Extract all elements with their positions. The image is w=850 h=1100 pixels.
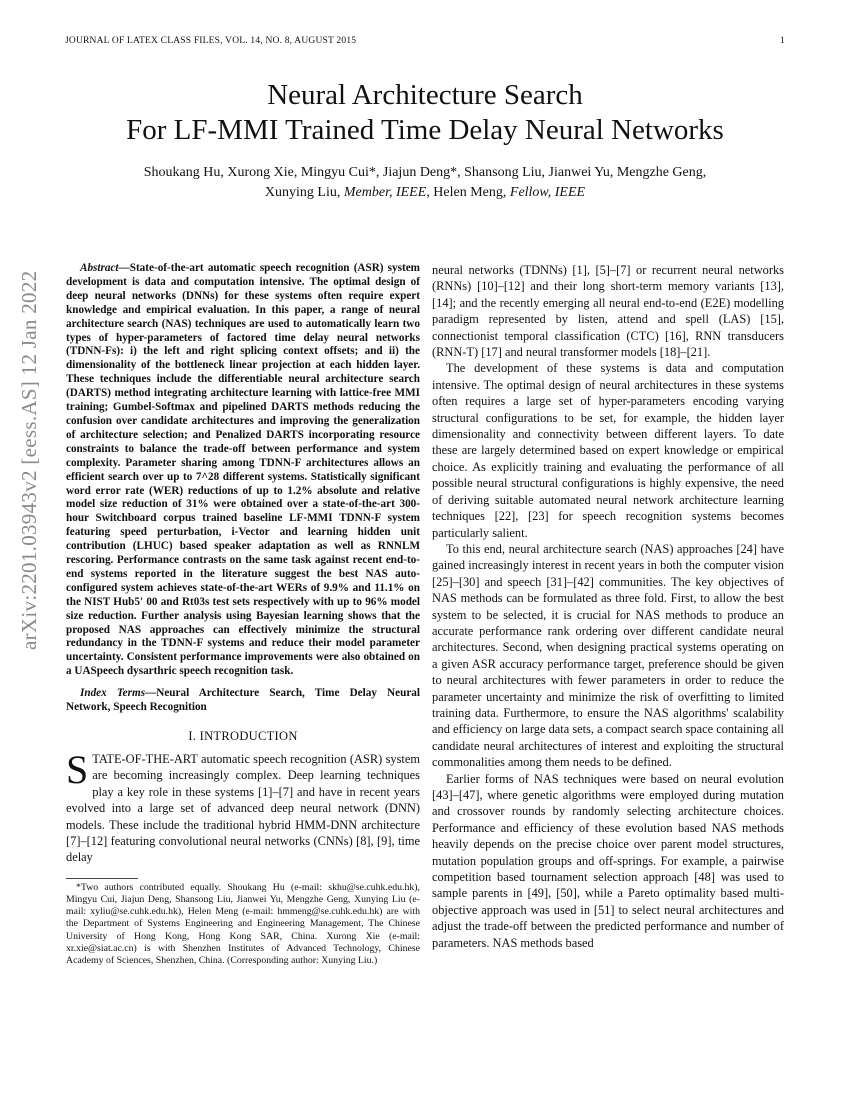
paper-title <box>0 78 850 148</box>
authors-line-1: Shoukang Hu, Xurong Xie, Mingyu Cui*, Jiajun Deng*, Shansong Liu, Jianwei Yu, Mengzhe Geng, <box>143 165 707 180</box>
left-column <box>66 262 420 967</box>
section-heading-introduction: I. INTRODUCTION <box>188 729 298 743</box>
body-paragraph-2: The development of these systems is data and computation intensive. The optimal design of neural architectures in these systems often requires a large set of hyper-parameters encoding varying structural configurations to be set, for example, the hidden layer dimensionality and connectivity between different layers. To date these are largely determined based on expert knowledge or empirical choice. As explicitly training and evaluating the performance of all possible neural structural configurations is highly expensive, the need of deriving suitable automated neural network architecture learning techniques [22], [23] for speech recognition systems becomes particularly salient. <box>432 361 784 540</box>
index-terms <box>66 687 420 715</box>
journal-running-title: JOURNAL OF LATEX CLASS FILES, VOL. 14, NO. 8, AUGUST 2015 <box>65 36 357 46</box>
arxiv-identifier-stamp: arXiv:2201.03943v2 [eess.AS] 12 Jan 2022 <box>17 270 41 650</box>
title-line-1: Neural Architecture Search <box>267 79 583 111</box>
intro-paragraph <box>66 746 420 866</box>
index-terms-text: —Neural Architecture Search, Time Delay Neural Network, Speech Recognition <box>66 687 420 714</box>
authors-names: Xunying Liu, <box>264 185 344 200</box>
abstract-label: Abstract <box>80 262 119 274</box>
dropcap-letter: S <box>66 746 89 792</box>
author-footnote: *Two authors contributed equally. Shoukang Hu (e-mail: skhu@se.cuhk.edu.hk), Mingyu Cui, Jiajun Deng, Shansong Liu, Jianwei Yu, Mengzhe Geng, Xunying Liu (e-mail: xyliu@se.cuhk.edu.hk), Helen Meng (e-mail: hmmeng@se.cuhk.edu.hk) are with the Department of Systems Engineering and Engineering Management, The Chinese University of Hong Kong, Hong Kong SAR, China. Xurong Xie (e-mail: xr.xie@siat.ac.cn) is with Shenzhen Institutes of Advanced Technology, Chinese Academy of Sciences, Shenzhen, China. (Corresponding author: Xunying Liu.) <box>66 881 420 966</box>
abstract-text: —State-of-the-art automatic speech recognition (ASR) system development is data and computation intensive. The optimal design of deep neural networks (DNNs) for these systems often require expert knowledge and empirical evaluation. In this paper, a range of neural architecture search (NAS) techniques are used to automatically learn two types of hyper-parameters of factored time delay neural networks (TDNN-Fs): i) the left and right splicing context offsets; and ii) the dimensionality of the bottleneck linear projection at each hidden layer. These techniques include the differentiable neural architecture search (DARTS) method integrating architecture learning with lattice-free MMI training; Gumbel-Softmax and pipelined DARTS methods reducing the confusion over candidate architectures and improving the generalization of architecture selection; and Penalized DARTS incorporating resource constraints to balance the trade-off between performance and system complexity. Parameter sharing among TDNN-F architectures allows an efficient search over up to 7^28 different systems. Statistically significant word error rate (WER) reductions of up to 1.2% absolute and relative model size reduction of 31% were obtained over a state-of-the-art 300-hour Switchboard corpus trained baseline LF-MMI TDNN-F system featuring speed perturbation, i-Vector and learning hidden unit contribution (LHUC) based speaker adaptation as well as RNNLM rescoring. Performance contrasts on the same task against recent end-to-end systems reported in the literature suggest the best NAS auto-configured system achieves state-of-the-art WERs of 9.9% and 11.1% on the NIST Hub5' 00 and Rt03s test sets respectively with up to 96% model size reduction. Further analysis using Bayesian learning shows that the proposed NAS approaches can effectively minimize the structural redundancy in the TDNN-F systems and reduce their model parameter uncertainty. Consistent performance improvements were also obtained on a UASpeech dysarthric speech recognition task. <box>66 262 420 678</box>
abstract <box>66 262 420 679</box>
authors-line-2 <box>90 183 760 203</box>
index-terms-label: Index Terms <box>80 687 146 700</box>
page-number: 1 <box>780 36 785 46</box>
authors-names-mid: , Helen Meng, <box>426 185 510 200</box>
author-role-member: Member, IEEE <box>343 185 427 200</box>
body-paragraph-3: To this end, neural architecture search (NAS) approaches [24] have gained increasingly interest in recent years in both the computer vision [25]–[30] and speech [31]–[42] communities. The key objectives of NAS methods can be formulated as three fold. First, to allow the best system to be selected, it is crucial for NAS methods to produce an accurate performance rank ordering over different candidate neural architectures. Second, when designing practical systems operating on a given ASR accuracy performance target, preference should be given to neural architectures with fewer parameters in order to reduce the parameter uncertainty and minimize the risk of overfitting to limited training data. Furthermore, to ensure the NAS algorithms' scalability and efficiency on large data sets, a compact search space containing all candidate neural architectures of interest and exploiting the structural commonalities among them needs to be defined. <box>432 541 784 770</box>
body-paragraph-4: Earlier forms of NAS techniques were based on neural evolution [43]–[47], where genetic algorithms were employed during mutation and crossover rounds by randomly selecting architecture choices. Performance and efficiency of these evolution based NAS methods heavily depends on the precise choice over parent model structures, mutation population groups and off-springs. For example, a pairwise competition based tournament selection approach [48] was used to sample parents in [49], [50], while a Pareto optimality based multi-objective approach was used in [51] to select neural architectures and adjust the trade-off between the predicted performance and number of parameters. NAS methods based <box>432 771 784 950</box>
right-column <box>432 262 784 951</box>
intro-text: TATE-OF-THE-ART automatic speech recognition (ASR) system are becoming increasingly complex. Deep learning techniques play a key role in these systems [1]–[7] and have in recent years evolved into a large set of advanced deep neural network (DNN) models. These include the traditional hybrid HMM-DNN architecture [7]–[12] featuring convolutional neural networks (CNNs) [8], [9], time delay <box>66 751 420 865</box>
body-paragraph-1: neural networks (TDNNs) [1], [5]–[7] or recurrent neural networks (RNNs) [10]–[12] and their long short-term memory variants [13], [14]; and the recently emerging all neural end-to-end (E2E) modelling paradigm represented by listen, attend and spell (LAS) [15], connectionist temporal classification (CTC) [16], RNN transducers (RNN-T) [17] and neural transformer models [18]–[21]. <box>432 263 784 360</box>
running-header <box>65 36 785 46</box>
footnote-divider <box>66 878 138 879</box>
title-line-2: For LF-MMI Trained Time Delay Neural Networks <box>126 114 724 146</box>
author-list <box>90 163 760 203</box>
author-role-fellow: Fellow, IEEE <box>509 185 586 200</box>
